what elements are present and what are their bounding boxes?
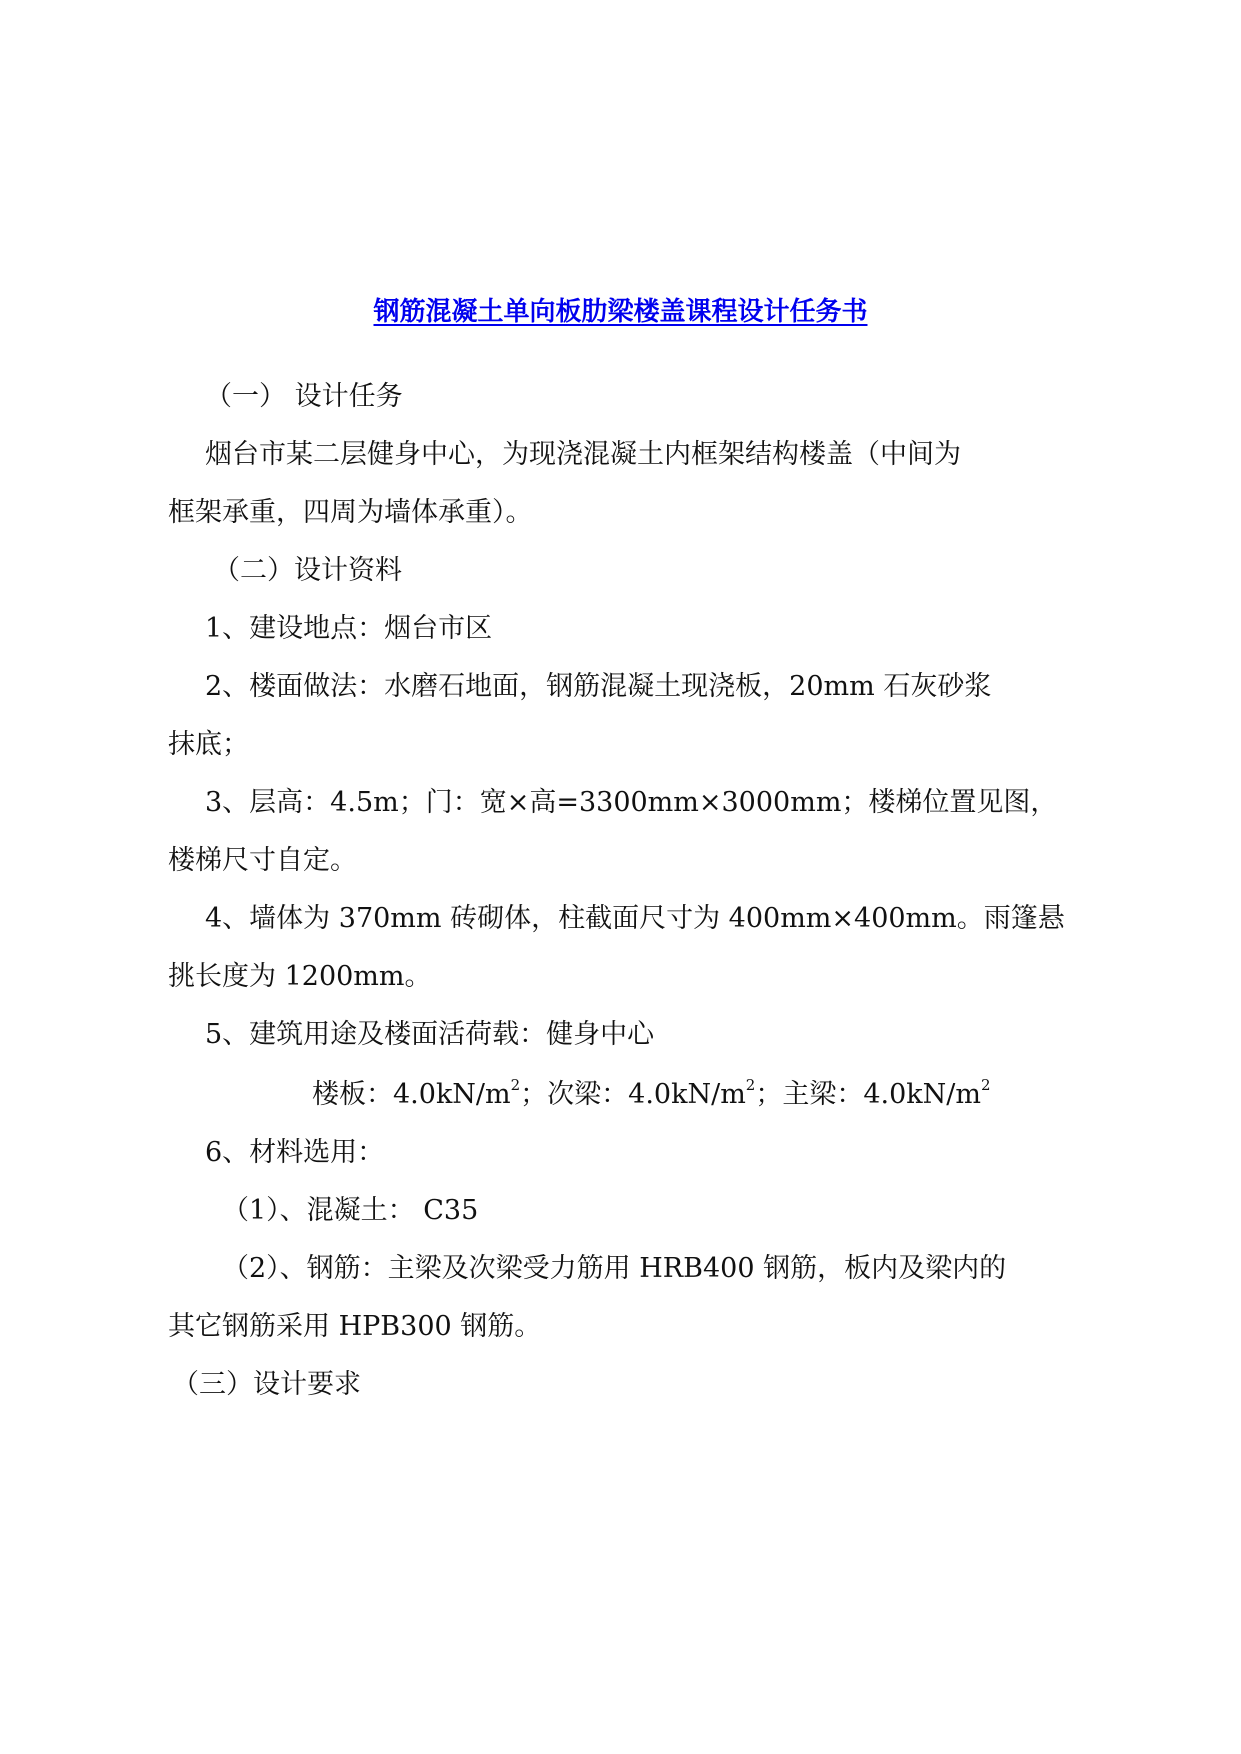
sub-list-item-continuation: 其它钢筋采用 HPB300 钢筋。: [168, 1311, 542, 1342]
live-loads-line: [312, 1076, 991, 1114]
section-heading-design-requirements: （三）设计要求: [172, 1369, 361, 1400]
sub-list-item: （1）、混凝土： C35: [222, 1195, 479, 1226]
list-item-continuation: 楼梯尺寸自定。: [168, 845, 357, 876]
paragraph-line: 烟台市某二层健身中心，为现浇混凝土内框架结构楼盖（中间为: [205, 439, 961, 470]
unit-exponent: 2: [745, 1076, 756, 1094]
main-beam-load: ；主梁：4.0kN/m: [755, 1079, 981, 1110]
secondary-beam-load: ；次梁：4.0kN/m: [520, 1079, 746, 1110]
paragraph-line: 框架承重，四周为墙体承重）。: [168, 497, 533, 528]
list-item: 3、层高：4.5m；门：宽×高=3300mm×3000mm；楼梯位置见图，: [205, 787, 1058, 818]
list-item: 1、建设地点：烟台市区: [205, 613, 493, 644]
list-item-continuation: 挑长度为 1200mm。: [168, 961, 432, 992]
sub-list-item: （2）、钢筋：主梁及次梁受力筋用 HRB400 钢筋，板内及梁内的: [222, 1253, 1007, 1284]
slab-load: 楼板：4.0kN/m: [312, 1079, 511, 1110]
unit-exponent: 2: [980, 1076, 991, 1094]
list-item: 5、建筑用途及楼面活荷载：健身中心: [205, 1019, 655, 1050]
list-item-continuation: 抹底；: [168, 729, 249, 760]
list-item: 6、材料选用：: [205, 1137, 385, 1168]
unit-exponent: 2: [510, 1076, 521, 1094]
document-title[interactable]: 钢筋混凝土单向板肋梁楼盖课程设计任务书: [373, 297, 868, 327]
section-heading-design-data: （二）设计资料: [213, 555, 402, 586]
section-heading-design-task: （一） 设计任务: [205, 381, 403, 412]
list-item: 4、墙体为 370mm 砖砌体，柱截面尺寸为 400mm×400mm。雨篷悬: [205, 903, 1065, 934]
list-item: 2、楼面做法：水磨石地面，钢筋混凝土现浇板，20mm 石灰砂浆: [205, 671, 992, 702]
